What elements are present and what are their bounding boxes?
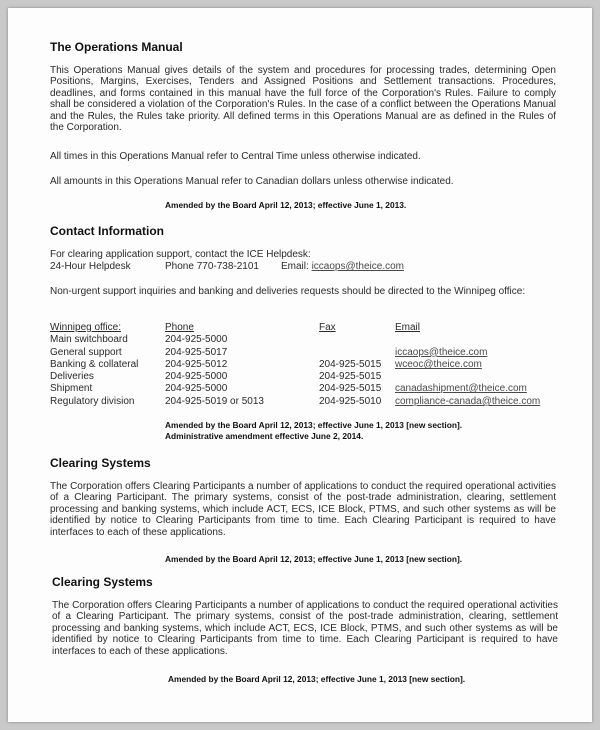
contact-table — [50, 322, 540, 408]
row-email-link[interactable] — [395, 371, 540, 383]
times-note: All times in this Operations Manual refer to Central Time unless otherwise indicated. — [50, 151, 421, 162]
contact-table-header — [50, 322, 540, 334]
contact-intro: For clearing application support, contact the ICE Helpdesk: — [50, 249, 311, 260]
row-fax: 204-925-5015 — [319, 358, 382, 370]
helpdesk-line — [50, 261, 404, 272]
contact-heading: Contact Information — [50, 224, 164, 238]
table-row — [50, 334, 540, 346]
ops-manual-amendment: Amended by the Board April 12, 2013; effective June 1, 2013. — [165, 200, 407, 210]
helpdesk-phone: Phone 770-738-2101 — [165, 261, 259, 272]
row-phone: 204-925-5000 — [165, 383, 228, 395]
row-email-link[interactable]: compliance-canada@theice.com — [395, 395, 541, 407]
row-email-link[interactable]: wceoc@theice.com — [395, 358, 482, 370]
row-phone: 204-925-5000 — [165, 334, 228, 346]
helpdesk-email-label: Email: — [281, 261, 309, 272]
row-fax — [319, 334, 395, 346]
document-page — [8, 8, 592, 722]
row-phone: 204-925-5019 or 5013 — [165, 395, 264, 407]
row-email-link[interactable] — [395, 334, 540, 346]
clearing-paragraph-1: The Corporation offers Clearing Participants a number of applications to conduct the required operational activities of a Clearing Participant. The primary systems, consist of the post-trade administration, clearing, settlement processing and banking systems, which include ACT, ECS, ICE Block, PTMS, and such other systems as will be identified by notice to Clearing Participants from time to time. Each Clearing Participant is required to have interfaces to each of these applications. — [50, 481, 556, 538]
row-name: Banking & collateral — [50, 358, 139, 370]
helpdesk-label: 24-Hour Helpdesk — [50, 261, 131, 272]
contact-amendment: Amended by the Board April 12, 2013; effective June 1, 2013 [new section]. — [165, 420, 463, 430]
header-phone: Phone — [165, 322, 194, 333]
table-row — [50, 371, 540, 383]
clearing-amendment-1: Amended by the Board April 12, 2013; effective June 1, 2013 [new section]. — [165, 554, 463, 564]
clearing-heading-1: Clearing Systems — [50, 456, 151, 470]
row-name: Main switchboard — [50, 334, 128, 346]
table-row — [50, 383, 540, 395]
header-email: Email — [395, 322, 421, 333]
ops-manual-heading: The Operations Manual — [50, 40, 183, 54]
nonurgent-paragraph: Non-urgent support inquiries and banking and deliveries requests should be directed to the Winnipeg office: — [50, 286, 526, 297]
row-name: Shipment — [50, 383, 93, 395]
header-office: Winnipeg office: — [50, 322, 121, 333]
header-fax: Fax — [319, 322, 336, 333]
ops-manual-paragraph: This Operations Manual gives details of the system and procedures for processing trades, determining Open Positions, Margins, Exercises, Tenders and Assigned Positions and Settlement transactions. Procedures, deadlines, and forms contained in this manual have the full force of the Corporation's Rules. Failure to comply shall be considered a violation of the Corporation's Rules. In the case of a conflict between the Operations Manual and the Rules, the Rules take priority. All defined terms in this Operations Manual are as defined in the Rules of the Corporation. — [50, 65, 556, 134]
amounts-note: All amounts in this Operations Manual refer to Canadian dollars unless otherwise indicated. — [50, 176, 454, 187]
row-fax: 204-925-5015 — [319, 371, 382, 383]
row-name: Deliveries — [50, 371, 94, 383]
clearing-paragraph-2: The Corporation offers Clearing Participants a number of applications to conduct the required operational activities of a Clearing Participant. The primary systems, consist of the post-trade administration, clearing, settlement processing and banking systems, which include ACT, ECS, ICE Block, PTMS, and such other systems as will be identified by notice to Clearing Participants from time to time. Each Clearing Participant is required to have interfaces to each of these applications. — [52, 600, 558, 657]
table-row — [50, 396, 540, 408]
table-row — [50, 347, 540, 359]
helpdesk-email-link[interactable]: iccaops@theice.com — [311, 261, 404, 272]
row-fax — [319, 347, 395, 359]
row-name: Regulatory division — [50, 395, 135, 407]
table-row — [50, 359, 540, 371]
row-email-link[interactable]: canadashipment@theice.com — [395, 383, 527, 395]
row-fax: 204-925-5010 — [319, 395, 382, 407]
row-email-link[interactable]: iccaops@theice.com — [395, 346, 488, 358]
clearing-heading-2: Clearing Systems — [52, 575, 153, 589]
contact-admin-amendment: Administrative amendment effective June 2, 2014. — [165, 431, 364, 441]
row-fax: 204-925-5015 — [319, 383, 382, 395]
clearing-amendment-2: Amended by the Board April 12, 2013; effective June 1, 2013 [new section]. — [168, 674, 466, 684]
row-name: General support — [50, 346, 122, 358]
row-phone: 204-925-5012 — [165, 358, 228, 370]
row-phone: 204-925-5000 — [165, 371, 228, 383]
row-phone: 204-925-5017 — [165, 346, 228, 358]
